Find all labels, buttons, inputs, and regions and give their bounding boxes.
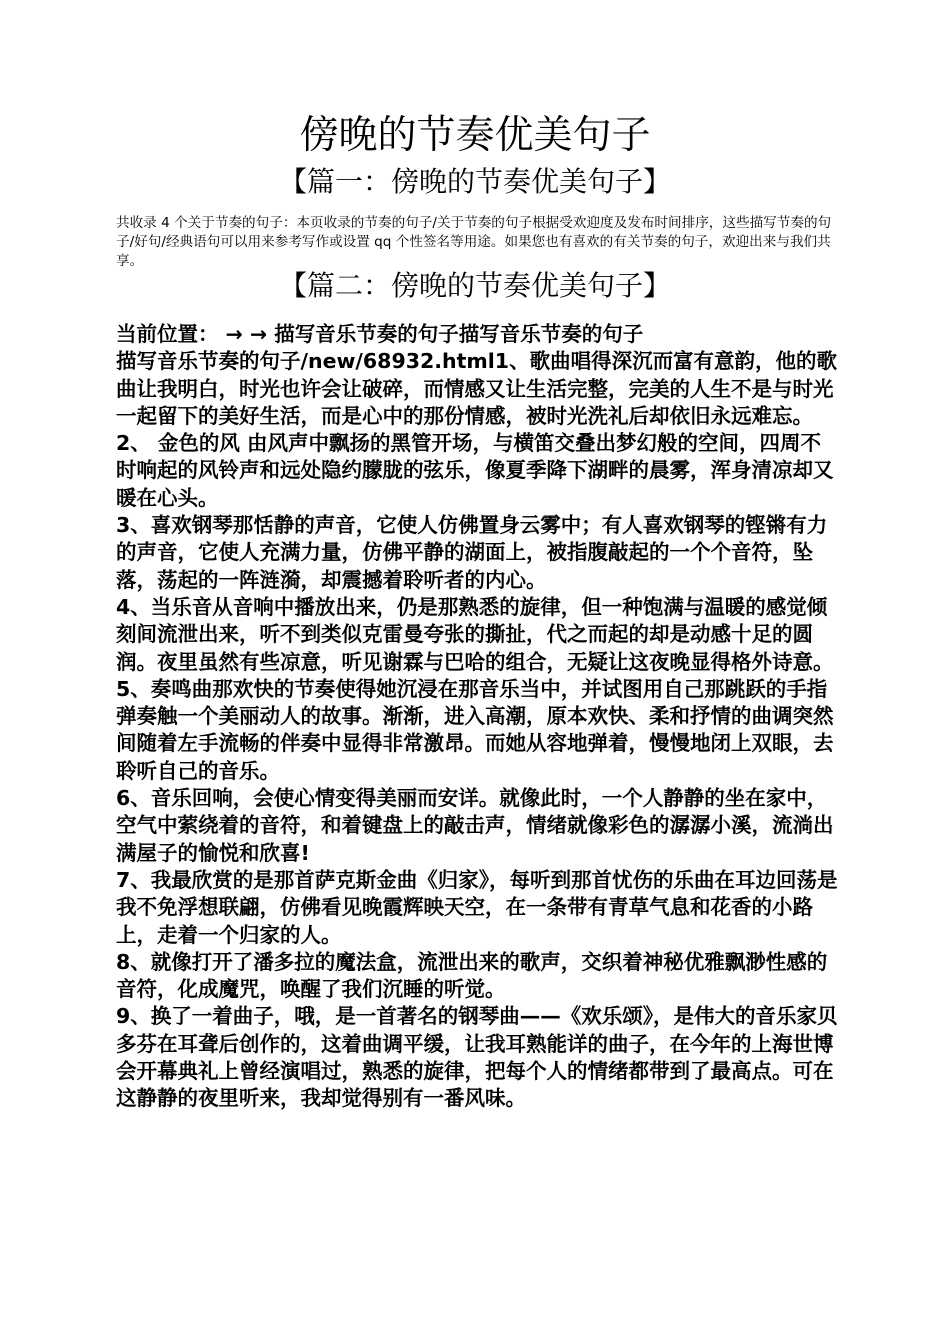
section-heading-1: 【篇一：傍晚的节奏优美句子】 (278, 165, 671, 198)
sentence-paragraph: 7、我最欣赏的是那首萨克斯金曲《归家》，每听到那首忧伤的乐曲在耳边回荡是我不免浮想联翩，仿佛看见晚霞辉映天空，在一条带有青草气息和花香的小路上，走着一个归家的人。 (116, 867, 838, 947)
sentence-paragraph: 6、音乐回响，会使心情变得美丽而安详。就像此时，一个人静静的坐在家中，空气中萦绕着的音符，和着键盘上的敲击声，情绪就像彩色的潺潺小溪，流淌出满屋子的愉悦和欣喜! (116, 786, 834, 865)
sentence-paragraph: 3、喜欢钢琴那恬静的声音，它使人仿佛置身云雾中；有人喜欢钢琴的铿锵有力的声音，它使人充满力量，仿佛平静的湖面上，被指腹敲起的一个个音符，坠落，荡起的一阵涟漪，却震撼着聆听者的内心。 (116, 513, 828, 592)
sentence-paragraph: 描写音乐节奏的句子/new/68932.html1、歌曲唱得深沉而富有意韵，他的歌曲让我明白，时光也许会让破碎，而情感又让生活完整，完美的人生不是与时光一起留下的美好生活，而是心中的那份情感，被时光洗礼后却依旧永远难忘。 (116, 349, 838, 428)
sentence-paragraph: 9、换了一着曲子，哦，是一首著名的钢琴曲——《欢乐颂》，是伟大的音乐家贝多芬在耳聋后创作的，这着曲调平缓，让我耳熟能详的曲子，在今年的上海世博会开幕典礼上曾经演唱过，熟悉的旋律，把每个人的情绪都带到了最高点。可在这静静的夜里听来，我却觉得别有一番风味。 (116, 1004, 838, 1111)
article-body (116, 321, 840, 1113)
sentence-paragraph: 8、就像打开了潘多拉的魔法盒，流泄出来的歌声，交织着神秘优雅飘渺性感的音符，化成魔咒，唤醒了我们沉睡的听觉。 (116, 949, 828, 1002)
sentence-paragraph: 4、当乐音从音响中播放出来，仍是那熟悉的旋律，但一种饱满与温暖的感觉倾刻间流泄出来，听不到类似克雷曼夸张的撕扯，代之而起的却是动感十足的圆润。夜里虽然有些凉意，听见谢霖与巴哈的组合，无疑让这夜晚显得格外诗意。 (116, 594, 834, 674)
page-title: 傍晚的节奏优美句子 (299, 113, 651, 158)
breadcrumb-line: 当前位置： → → 描写音乐节奏的句子描写音乐节奏的句子 (116, 322, 644, 346)
sentence-paragraph: 5、奏鸣曲那欢快的节奏使得她沉浸在那音乐当中，并试图用自己那跳跃的手指弹奏触一个美丽动人的故事。渐渐，进入高潮，原本欢快、柔和抒情的曲调突然间随着左手流畅的伴奏中显得非常激昂。而她从容地弹着，慢慢地闭上双眼，去聆听自己的音乐。 (116, 676, 834, 783)
section-heading-2: 【篇二：傍晚的节奏优美句子】 (278, 269, 671, 302)
intro-paragraph: 共收录 4 个关于节奏的句子：本页收录的节奏的句子/关于节奏的句子根据受欢迎度及发布时间排序，这些描写节奏的句子/好句/经典语句可以用来参考写作或设置 qq 个性签名等用途。如果您也有喜欢的有关节奏的句子，欢迎出来与我们共享。 (116, 215, 832, 269)
sentence-paragraph: 2、 金色的风 由风声中飘扬的黑管开场，与横笛交叠出梦幻般的空间，四周不时响起的风铃声和远处隐约朦胧的弦乐，像夏季降下湖畔的晨雾，浑身清凉却又暖在心头。 (116, 431, 834, 510)
